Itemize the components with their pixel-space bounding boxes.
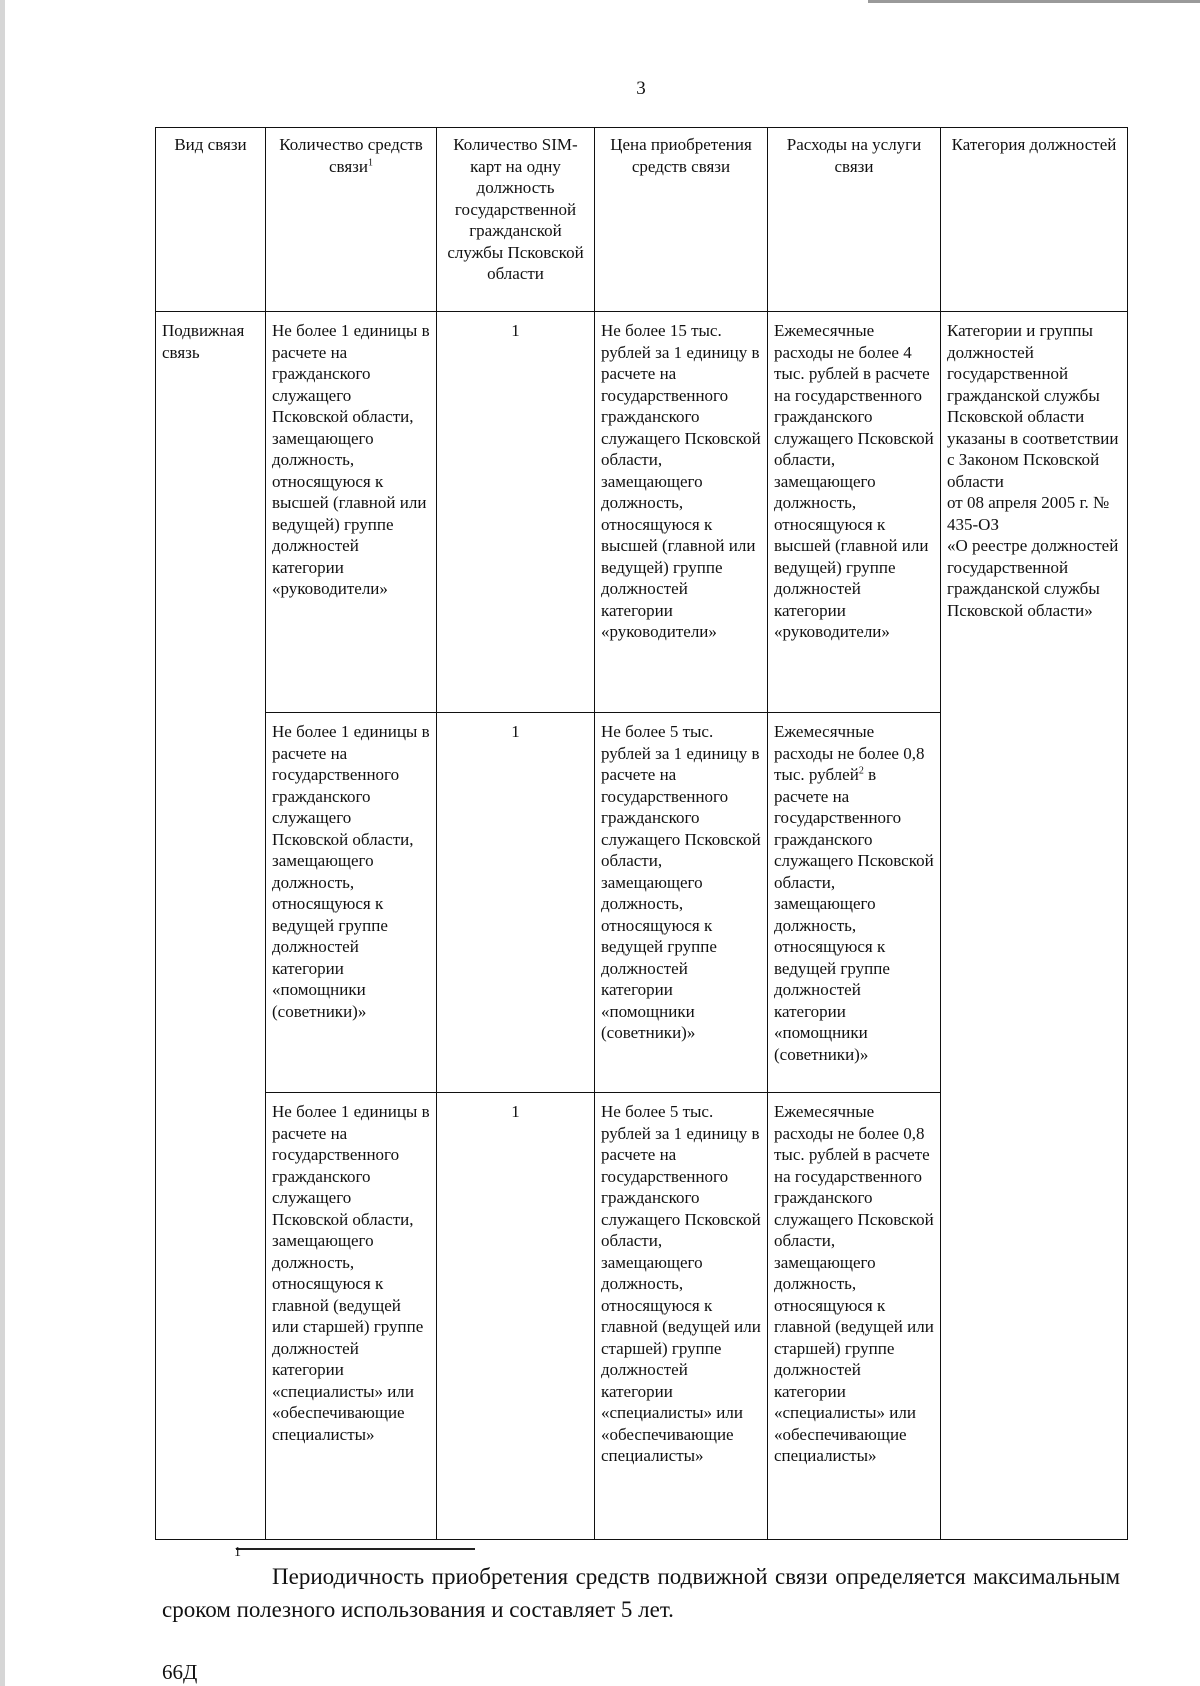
header-sim-cards: Количество SIM-карт на одну должность государственной гражданской службы Псковской области <box>437 128 595 312</box>
expenses-cell: Ежемесячные расходы не более 4 тыс. рублей в расчете на государственного гражданского служащего Псковской области, замещающего должность, относящуюся к высшей (главной или ведущей) группе должностей категории «руководители» <box>768 312 941 713</box>
footnote-mark: 1 <box>234 1545 241 1560</box>
header-quantity <box>266 128 437 312</box>
page-number: 3 <box>636 78 646 99</box>
top-rule <box>868 0 1200 3</box>
footnote-divider <box>236 1548 475 1550</box>
sim-cell: 1 <box>437 1093 595 1540</box>
document-code: 66Д <box>162 1660 198 1684</box>
expenses-cell <box>768 713 941 1093</box>
table-row <box>156 312 1128 713</box>
footnote-ref-1: 1 <box>367 156 373 168</box>
header-comm-type: Вид связи <box>156 128 266 312</box>
sim-cell: 1 <box>437 713 595 1093</box>
quantity-cell: Не более 1 единицы в расчете на гражданского служащего Псковской области, замещающего должность, относящуюся к высшей (главной или ведущей) группе должностей категории «руководители» <box>266 312 437 713</box>
scan-edge <box>0 0 5 1686</box>
expenses-cell: Ежемесячные расходы не более 0,8 тыс. рублей в расчете на государственного гражданского служащего Псковской области, замещающего должность, относящуюся к главной (ведущей или старшей) группе должностей категории «специалисты» или «обеспечивающие специалисты» <box>768 1093 941 1540</box>
sim-cell: 1 <box>437 312 595 713</box>
price-cell: Не более 15 тыс. рублей за 1 единицу в расчете на государственного гражданского служащего Псковской области, замещающего должность, относящуюся к высшей (главной или ведущей) группе должностей категории «руководители» <box>595 312 768 713</box>
expenses-text-before: Ежемесячные расходы не более 0,8 тыс. рублей <box>774 722 925 784</box>
quantity-cell: Не более 1 единицы в расчете на государственного гражданского служащего Псковской области, замещающего должность, относящуюся к ведущей группе должностей категории «помощники (советники)» <box>266 713 437 1093</box>
table-header-row <box>156 128 1128 312</box>
header-quantity-label: Количество средств связи <box>279 135 423 176</box>
header-category: Категория должностей <box>941 128 1128 312</box>
price-cell: Не более 5 тыс. рублей за 1 единицу в расчете на государственного гражданского служащего Псковской области, замещающего должность, относящуюся к ведущей группе должностей категории «помощники (советники)» <box>595 713 768 1093</box>
category-cell: Категории и группы должностей государственной гражданской службы Псковской области указаны в соответствии с Законом Псковской области от 08 апреля 2005 г. № 435-ОЗ «О реестре должностей государственной гражданской службы Псковской области» <box>941 312 1128 1540</box>
communication-norms-table <box>155 127 1128 1540</box>
quantity-cell: Не более 1 единицы в расчете на государственного гражданского служащего Псковской области, замещающего должность, относящуюся к главной (ведущей или старшей) группе должностей категории «специалисты» или «обеспечивающие специалисты» <box>266 1093 437 1540</box>
footnote-ref-2: 2 <box>858 765 864 777</box>
header-expenses: Расходы на услуги связи <box>768 128 941 312</box>
comm-type-cell: Подвижная связь <box>156 312 266 1540</box>
footnote-text: Периодичность приобретения средств подвижной связи определяется максимальным сроком полезного использования и составляет 5 лет. <box>162 1564 1120 1622</box>
price-cell: Не более 5 тыс. рублей за 1 единицу в расчете на государственного гражданского служащего Псковской области, замещающего должность, относящуюся к главной (ведущей или старшей) группе должностей категории «специалисты» или «обеспечивающие специалисты» <box>595 1093 768 1540</box>
expenses-text-after: в расчете на государственного гражданского служащего Псковской области, замещающего должность, относящуюся к ведущей группе должностей категории «помощники (советники)» <box>774 765 934 1064</box>
header-price: Цена приобретения средств связи <box>595 128 768 312</box>
